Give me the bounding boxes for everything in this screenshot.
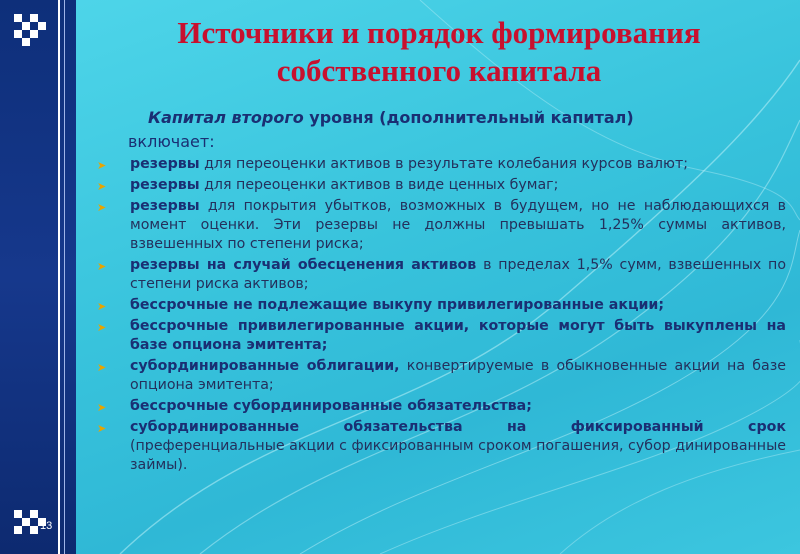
list-item: ➤ резервы для переоценки активов в виде ценных бумаг; bbox=[96, 176, 786, 195]
list-item: ➤ бессрочные субординированные обязательства; bbox=[96, 397, 786, 416]
arrow-bullet-icon: ➤ bbox=[97, 180, 107, 193]
list-item: ➤ резервы для покрытия убытков, возможных в будущем, но не наблюдающихся в момент оценки. Эти резервы не должны превышать 1,25% суммы активов, взвешенных по степени риска; bbox=[97, 198, 786, 252]
arrow-bullet-icon: ➤ bbox=[97, 422, 107, 435]
intro-italic: Капитал второго bbox=[148, 108, 304, 127]
intro-bold: уровня (дополнительный капитал) bbox=[303, 108, 634, 127]
slide-title bbox=[78, 14, 800, 90]
vertical-divider-line bbox=[58, 0, 60, 554]
arrow-bullet-icon: ➤ bbox=[97, 361, 107, 374]
slide-body bbox=[96, 107, 786, 477]
arrow-bullet-icon: ➤ bbox=[97, 260, 107, 273]
arrow-bullet-icon: ➤ bbox=[97, 300, 107, 313]
list-item: ➤ резервы для переоценки активов в результате колебания курсов валют; bbox=[96, 155, 786, 174]
intro-heading bbox=[96, 107, 786, 129]
list-item: ➤ субординированные обязательства на фиксированный срок (преференциальные акции с фиксированным сроком погашения, субор динированные займы). bbox=[97, 419, 786, 473]
arrow-bullet-icon: ➤ bbox=[97, 401, 107, 414]
bullet-list bbox=[96, 155, 786, 475]
vertical-divider-line-thin bbox=[64, 0, 65, 554]
list-item: ➤ субординированные облигации, конвертируемые в обыкновенные акции на базе опциона эмитента; bbox=[97, 358, 786, 393]
list-item: ➤ бессрочные привилегированные акции, которые могут быть выкуплены на базе опциона эмитента; bbox=[97, 318, 786, 353]
slide-number: 13 bbox=[40, 520, 53, 532]
arrow-bullet-icon: ➤ bbox=[97, 201, 107, 214]
list-item: ➤ резервы на случай обесценения активов в пределах 1,5% сумм, взвешенных по степени риска активов; bbox=[97, 257, 786, 292]
list-item: ➤ бессрочные не подлежащие выкупу привилегированные акции; bbox=[96, 296, 786, 315]
arrow-bullet-icon: ➤ bbox=[97, 159, 107, 172]
arrow-bullet-icon: ➤ bbox=[97, 321, 107, 334]
intro-tail: включает: bbox=[128, 132, 215, 151]
title-line-2: собственного капитала bbox=[276, 53, 602, 88]
title-line-1: Источники и порядок формирования bbox=[177, 15, 701, 50]
checker-decoration-icon bbox=[14, 14, 48, 48]
